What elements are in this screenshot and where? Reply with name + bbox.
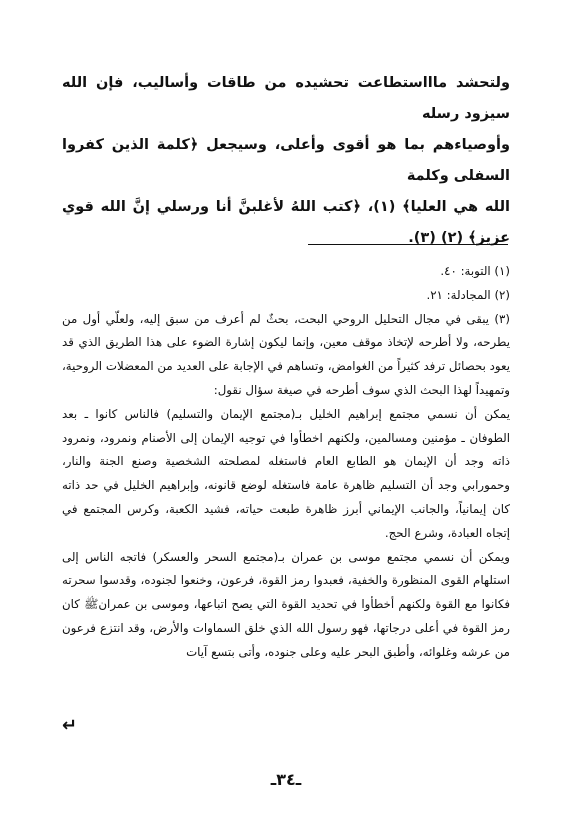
footnote: (١) التوبة: ٤٠. [440, 264, 510, 278]
footnote-divider [308, 244, 508, 245]
continue-arrow-icon: ↵ [62, 715, 78, 736]
main-text-line: وأوصياءهم بما هو أقوى وأعلى، وسيجعل ﴿كلمة الذين كفروا السفلى وكلمة [62, 137, 510, 184]
footnote-paragraph: (٣) يبقى في مجال التحليل الروحي البحت، بحثٌ لم أعرف من سبق إليه، ولعلّي أول من يطرحه، ولا أطرحه لإتخاذ موقف معين، وإنما ليكون إشارة الضوء على هذا الطريق الذي قد يعود بحصائل ترفد كثيراً من الغوامض، وتساهم في الإجابة على العديد من المعضلات الروحية، وتمهيداً لهذا البحث الذي سوف أطرحه في صيغة سؤال نقول: [62, 311, 510, 397]
main-text-line: ولتحشد ماااستطاعت تحشيده من طاقات وأساليب، فإن الله سيزود رسله [62, 75, 510, 122]
footnote: (٢) المجادلة: ٢١. [426, 287, 510, 302]
footnote-paragraph: ويمكن أن نسمي مجتمع موسى بن عمران بـ(مجتمع السحر والعسكر) فاتجه الناس إلى استلهام القوى المنظورة والخفية، فعبدوا رمز القوة، فرعون، وخنعوا لجنوده، وقدسوا سحرته فكانوا مع القوة ولكنهم أخطأوا في تحديد القوة التي يصح اتباعها، وموسى بن عمرانﷺ كان رمز القوة في أعلى درجاتها، فهو رسول الله الذي خلق السماوات والأرض، وقد انتزع فرعون من عرشه وغلوائه، وأطبق البحر عليه وعلى جنوده، وأتى بتسع آيات [62, 549, 510, 659]
main-text-line: الله هي العليا﴾ (١)، ﴿كتب اللهُ لأغلبنَّ أنا ورسلي إنَّ الله قوي عزيز﴾ (٢) (٣). [62, 199, 510, 246]
footnotes-section [62, 260, 510, 665]
page-number: ـ٣٤ـ [270, 770, 302, 789]
main-text [62, 68, 510, 254]
footnote-paragraph: يمكن أن نسمي مجتمع إبراهيم الخليل بـ(مجتمع الإيمان والتسليم) فالناس كانوا ـ بعد الطوفان ـ مؤمنين ومسالمين، ولكنهم اخطأوا في توجيه الإيمان إلى الأصنام ونمرود، ونمرود ذاته وجد أن الإيمان هو الطابع العام فاستغله لمصلحته الشخصية وصنع الجنة والنار، وحمورابي وجد أن التسليم ظاهرة عامة فاستغله لوضع قانونه، وإبراهيم الخليل في حد ذاته كان إيمانياً، والجانب الإيماني أبرز ظاهرة طبعت حياته، فشيد الكعبة، وكرس المجتمع في إتجاه العبادة، وشرع الحج. [62, 406, 510, 540]
